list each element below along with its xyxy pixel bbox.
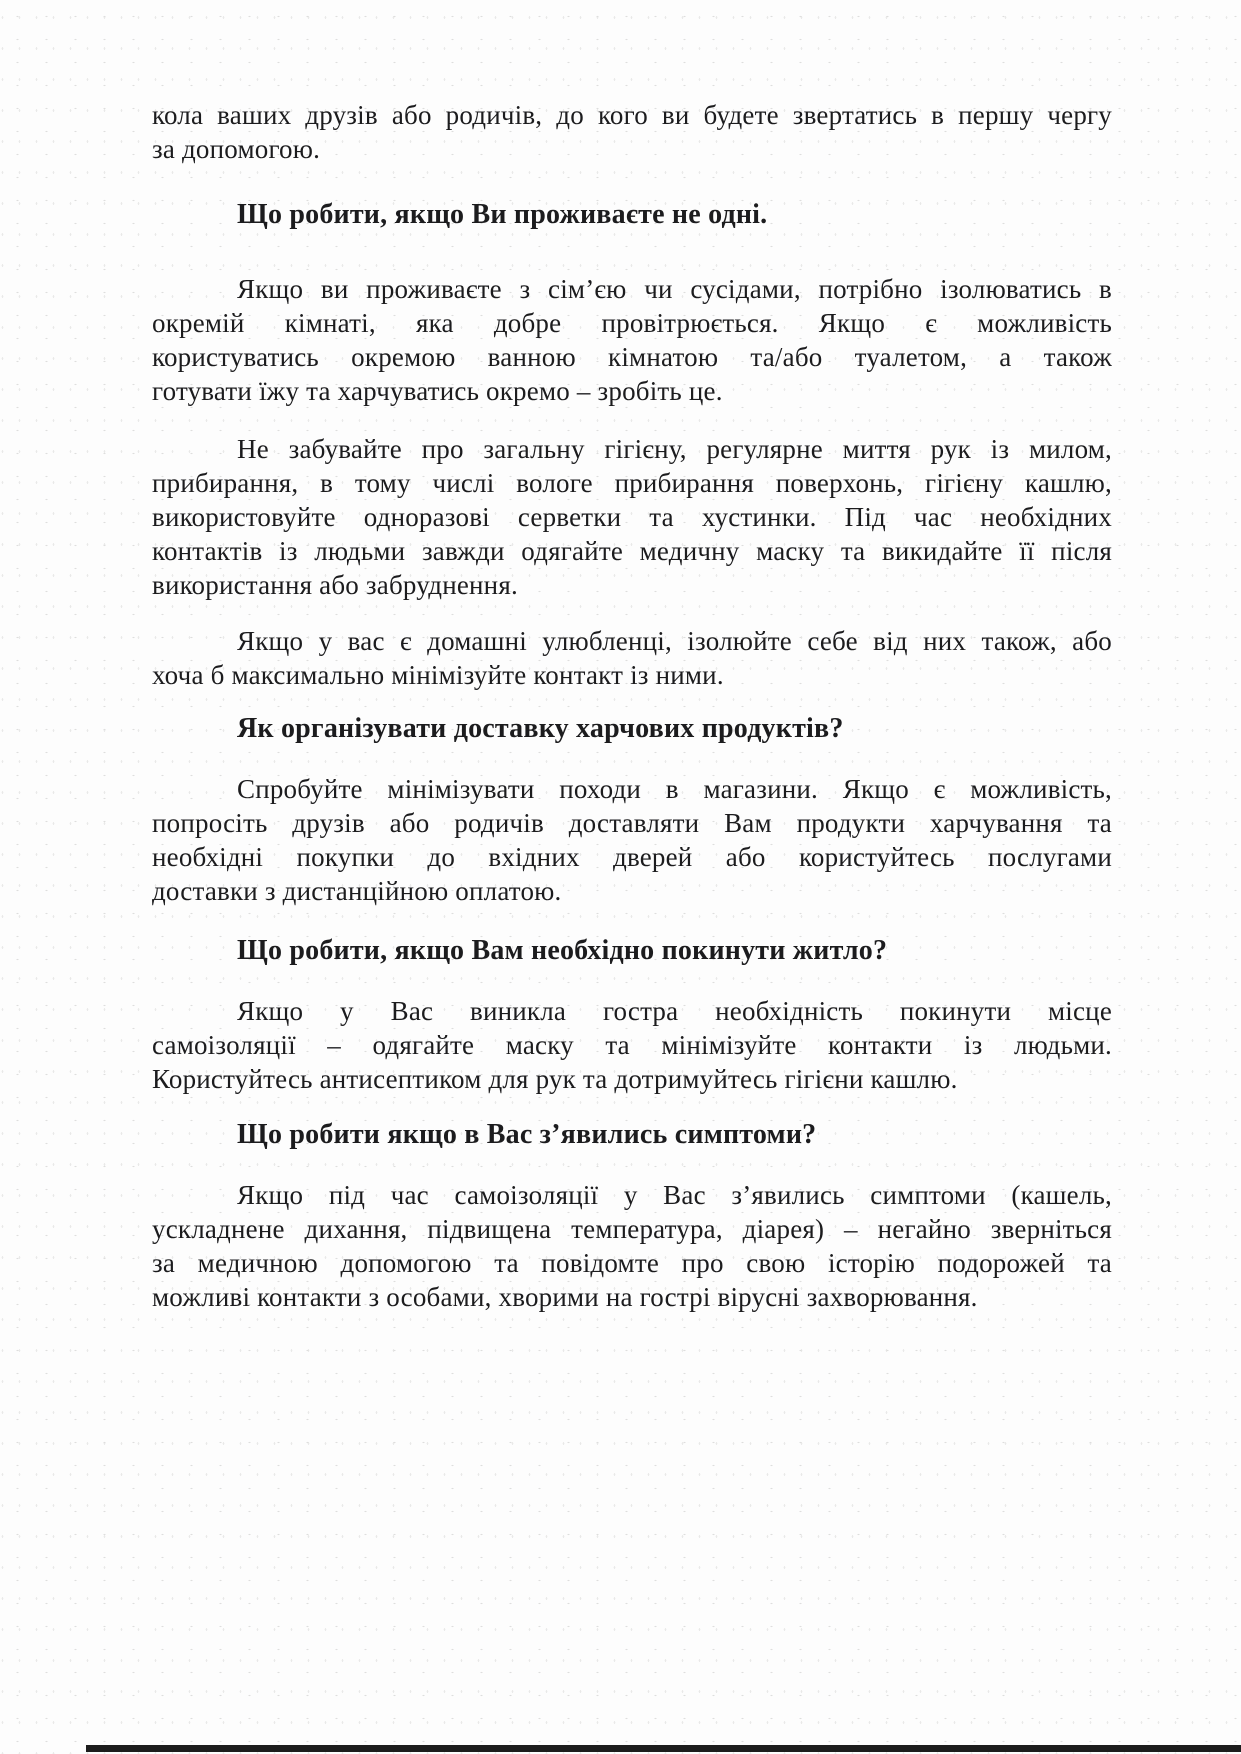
body-paragraph (152, 772, 1112, 908)
text-line: Якщо ви проживаєте з сім’єю чи сусідами, потрібно ізолюватись в (237, 274, 1112, 304)
text-line: Якщо під час самоізоляції у Вас з’явились симптоми (кашель, (237, 1180, 1112, 1210)
text-line: Якщо у вас є домашні улюбленці, ізолюйте себе від них також, або (237, 626, 1112, 656)
text-line: використання або забруднення. (152, 570, 518, 600)
text-line: самоізоляції – одягайте маску та мінімізуйте контакти із людьми. (152, 1030, 1112, 1060)
text-line: готувати їжу та харчуватись окремо – зробіть це. (152, 376, 723, 406)
text-line: попросіть друзів або родичів доставляти Вам продукти харчування та (152, 808, 1112, 838)
document-content (152, 98, 1112, 1314)
body-paragraph (152, 98, 1112, 166)
text-line: окремій кімнаті, яка добре провітрюється. Якщо є можливість (152, 308, 1112, 338)
section-heading: Що робити, якщо Ви проживаєте не одні. (237, 199, 768, 230)
text-line: прибирання, в тому числі вологе прибирання поверхонь, гігієну кашлю, (152, 468, 1112, 498)
text-line: користуватись окремою ванною кімнатою та/або туалетом, а також (152, 342, 1112, 372)
text-line: використовуйте одноразові серветки та хустинки. Під час необхідних (152, 502, 1112, 532)
text-line: за допомогою. (152, 134, 321, 164)
body-paragraph (152, 432, 1112, 602)
text-line: контактів із людьми завжди одягайте медичну маску та викидайте її після (152, 536, 1112, 566)
body-paragraph (152, 624, 1112, 692)
scanner-edge-artifact (86, 1745, 1241, 1752)
text-line: ускладнене дихання, підвищена температура, діарея) – негайно зверніться (152, 1214, 1112, 1244)
section-heading: Як організувати доставку харчових продуктів? (237, 713, 844, 744)
text-line: кола ваших друзів або родичів, до кого ви будете звертатись в першу чергу (152, 100, 1112, 130)
body-paragraph (152, 272, 1112, 408)
text-line: необхідні покупки до вхідних дверей або користуйтесь послугами (152, 842, 1112, 872)
text-line: Не забувайте про загальну гігієну, регулярне миття рук із милом, (237, 434, 1112, 464)
body-paragraph (152, 1178, 1112, 1314)
text-line: можливі контакти з особами, хворими на гострі вірусні захворювання. (152, 1282, 978, 1312)
section-heading: Що робити, якщо Вам необхідно покинути житло? (237, 935, 888, 966)
text-line: доставки з дистанційною оплатою. (152, 876, 562, 906)
text-line: Якщо у Вас виникла гостра необхідність покинути місце (237, 996, 1112, 1026)
text-line: Спробуйте мінімізувати походи в магазини. Якщо є можливість, (237, 774, 1112, 804)
text-line: хоча б максимально мінімізуйте контакт із ними. (152, 660, 724, 690)
text-line: Користуйтесь антисептиком для рук та дотримуйтесь гігієни кашлю. (152, 1064, 958, 1094)
section-heading: Що робити якщо в Вас з’явились симптоми? (237, 1119, 817, 1150)
text-line: за медичною допомогою та повідомте про свою історію подорожей та (152, 1248, 1112, 1278)
body-paragraph (152, 994, 1112, 1096)
